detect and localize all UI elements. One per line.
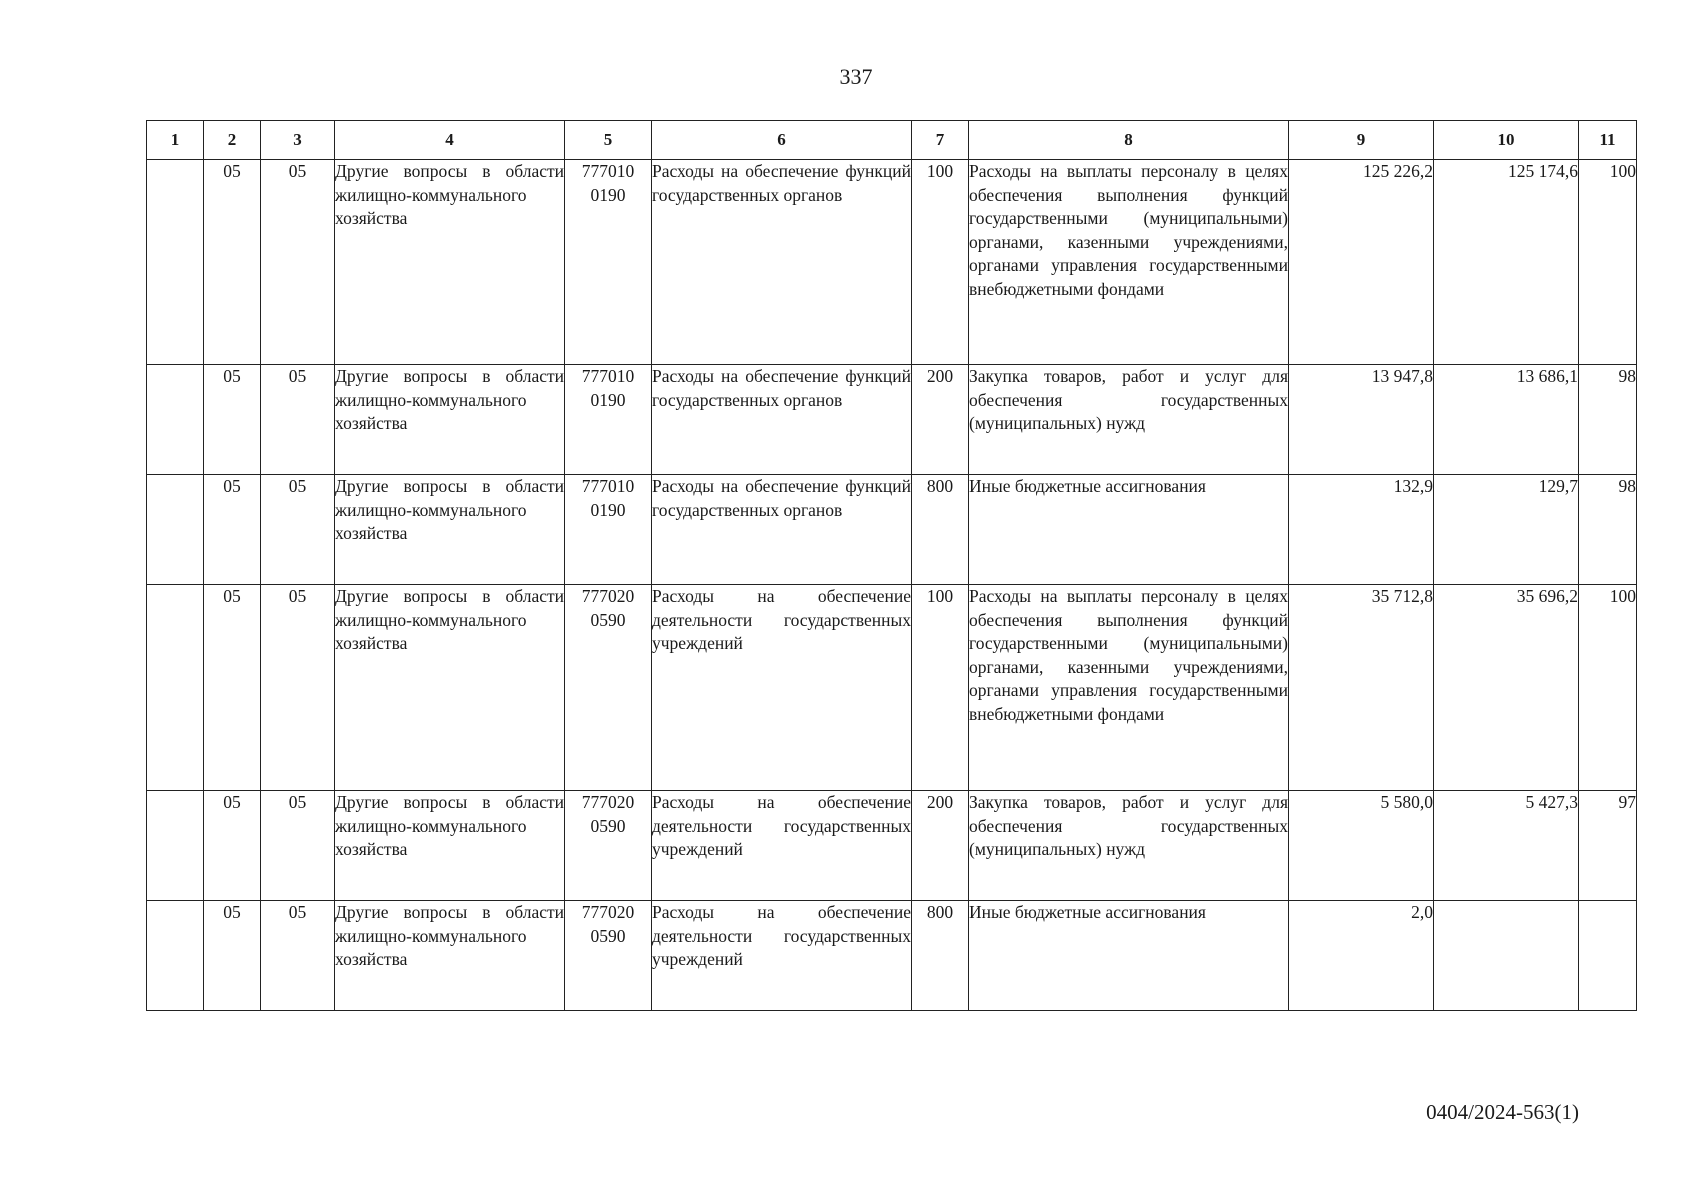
cell-actual-amount: 125 174,6 [1434,160,1579,365]
cell-section: 05 [204,475,261,585]
cell-col-1 [147,791,204,901]
cell-expense-type-code: 200 [912,365,969,475]
cell-target-name: Расходы на обеспечение функций государственных органов [652,160,912,365]
cell-subsection: 05 [261,475,335,585]
cell-section: 05 [204,901,261,1011]
header-col-5: 5 [565,121,652,160]
cell-col-1 [147,365,204,475]
cell-target-code [565,475,652,585]
target-code-part-1: 777010 [581,366,635,386]
table-row [147,791,1637,901]
cell-subsection: 05 [261,160,335,365]
cell-subsection: 05 [261,585,335,791]
cell-subsection: 05 [261,901,335,1011]
cell-target-code [565,365,652,475]
header-col-8: 8 [969,121,1289,160]
cell-section: 05 [204,160,261,365]
cell-target-code [565,160,652,365]
cell-execution-percent: 100 [1579,585,1637,791]
cell-subsection-name: Другие вопросы в области жилищно-коммунального хозяйства [335,791,565,901]
cell-col-1 [147,160,204,365]
cell-subsection: 05 [261,791,335,901]
target-code-part-1: 777020 [581,792,635,812]
cell-expense-type-name: Иные бюджетные ассигнования [969,475,1289,585]
cell-planned-amount: 132,9 [1289,475,1434,585]
cell-target-name: Расходы на обеспечение функций государственных органов [652,475,912,585]
cell-expense-type-code: 800 [912,475,969,585]
cell-subsection-name: Другие вопросы в области жилищно-коммунального хозяйства [335,160,565,365]
cell-expense-type-code: 200 [912,791,969,901]
cell-actual-amount: 13 686,1 [1434,365,1579,475]
cell-expense-type-code: 100 [912,160,969,365]
target-code-part-2: 0190 [590,499,626,520]
cell-target-name: Расходы на обеспечение функций государственных органов [652,365,912,475]
target-code-part-1: 777020 [581,586,635,606]
table-row [147,901,1637,1011]
header-row [147,121,1637,160]
target-code-part-1: 777010 [581,476,635,496]
target-code-part-2: 0590 [590,609,626,630]
header-col-1: 1 [147,121,204,160]
table-row [147,475,1637,585]
cell-section: 05 [204,791,261,901]
cell-expense-type-name: Иные бюджетные ассигнования [969,901,1289,1011]
cell-planned-amount: 13 947,8 [1289,365,1434,475]
cell-actual-amount: 129,7 [1434,475,1579,585]
table-row [147,365,1637,475]
cell-subsection-name: Другие вопросы в области жилищно-коммунального хозяйства [335,365,565,475]
cell-planned-amount: 35 712,8 [1289,585,1434,791]
target-code-part-2: 0590 [590,925,626,946]
target-code-part-1: 777020 [581,902,635,922]
cell-expense-type-name: Закупка товаров, работ и услуг для обеспечения государственных (муниципальных) нужд [969,365,1289,475]
cell-actual-amount: 5 427,3 [1434,791,1579,901]
cell-target-name: Расходы на обеспечение деятельности государственных учреждений [652,901,912,1011]
cell-subsection-name: Другие вопросы в области жилищно-коммунального хозяйства [335,901,565,1011]
cell-col-1 [147,901,204,1011]
header-col-6: 6 [652,121,912,160]
cell-planned-amount: 2,0 [1289,901,1434,1011]
cell-section: 05 [204,585,261,791]
target-code-part-2: 0190 [590,184,626,205]
budget-table [146,120,1637,1011]
header-col-2: 2 [204,121,261,160]
header-col-4: 4 [335,121,565,160]
target-code-part-1: 777010 [581,161,635,181]
header-col-11: 11 [1579,121,1637,160]
target-code-part-2: 0590 [590,815,626,836]
cell-section: 05 [204,365,261,475]
cell-col-1 [147,475,204,585]
cell-expense-type-name: Расходы на выплаты персоналу в целях обеспечения выполнения функций государственными (муниципальными) органами, казенными учреждениями, органами управления государственными внебюджетными фондами [969,160,1289,365]
cell-target-code [565,791,652,901]
cell-planned-amount: 125 226,2 [1289,160,1434,365]
table-header [147,121,1637,160]
page-number: 337 [839,64,873,89]
cell-target-name: Расходы на обеспечение деятельности государственных учреждений [652,791,912,901]
cell-expense-type-name: Закупка товаров, работ и услуг для обеспечения государственных (муниципальных) нужд [969,791,1289,901]
cell-target-code [565,585,652,791]
table-row [147,160,1637,365]
header-col-9: 9 [1289,121,1434,160]
cell-target-name: Расходы на обеспечение деятельности государственных учреждений [652,585,912,791]
header-col-10: 10 [1434,121,1579,160]
cell-execution-percent: 98 [1579,475,1637,585]
cell-execution-percent: 97 [1579,791,1637,901]
cell-subsection: 05 [261,365,335,475]
cell-expense-type-code: 100 [912,585,969,791]
cell-subsection-name: Другие вопросы в области жилищно-коммунального хозяйства [335,585,565,791]
cell-execution-percent: 98 [1579,365,1637,475]
cell-planned-amount: 5 580,0 [1289,791,1434,901]
header-col-3: 3 [261,121,335,160]
cell-subsection-name: Другие вопросы в области жилищно-коммунального хозяйства [335,475,565,585]
cell-col-1 [147,585,204,791]
cell-expense-type-name: Расходы на выплаты персоналу в целях обеспечения выполнения функций государственными (муниципальными) органами, казенными учреждениями, органами управления государственными внебюджетными фондами [969,585,1289,791]
cell-execution-percent: 100 [1579,160,1637,365]
cell-actual-amount: 35 696,2 [1434,585,1579,791]
cell-execution-percent [1579,901,1637,1011]
cell-target-code [565,901,652,1011]
cell-actual-amount [1434,901,1579,1011]
header-col-7: 7 [912,121,969,160]
target-code-part-2: 0190 [590,389,626,410]
cell-expense-type-code: 800 [912,901,969,1011]
document-code: 0404/2024-563(1) [1426,1100,1579,1124]
table-body [147,160,1637,1011]
table-row [147,585,1637,791]
